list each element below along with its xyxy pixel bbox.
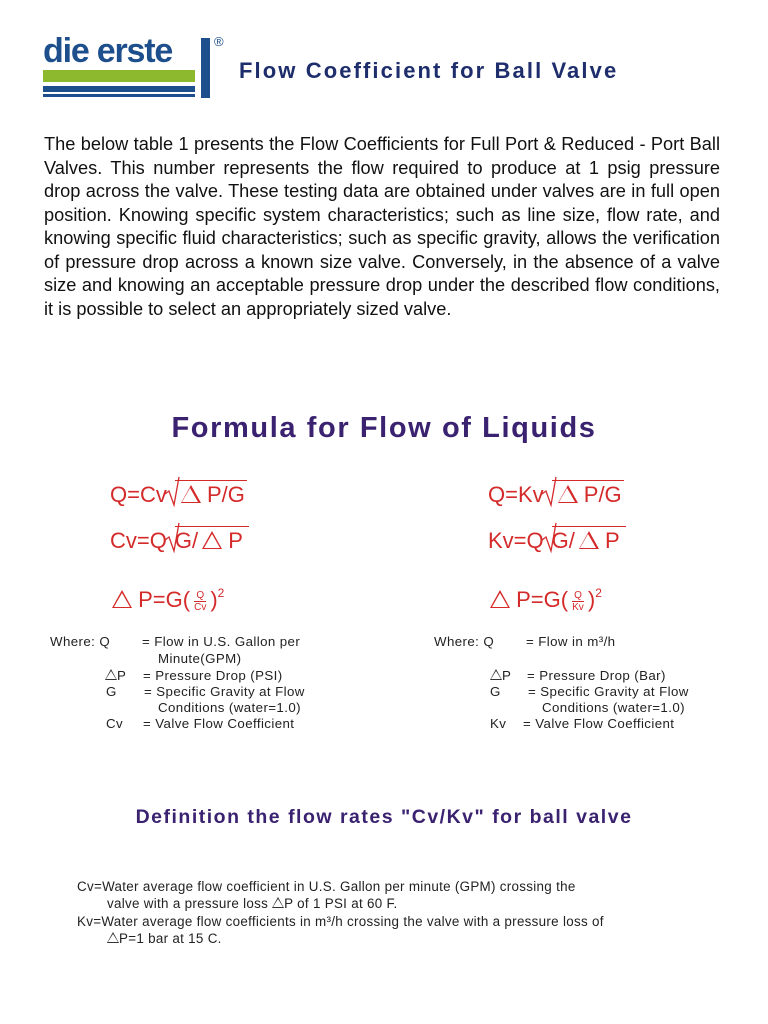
- kv-definition-line1: Kv=Water average flow coefficients in m³/h crossing the valve with a pressure loss of: [77, 913, 604, 929]
- delta-icon: [202, 531, 222, 549]
- formula-dp-cv: [112, 580, 224, 613]
- delta-icon: [490, 590, 510, 608]
- delta-icon: [112, 590, 132, 608]
- formula-dp-kv: [490, 580, 602, 613]
- delta-icon: [558, 485, 578, 503]
- delta-icon: [272, 897, 284, 908]
- formula-radicand: G/: [174, 528, 199, 553]
- formula-cv: [110, 528, 249, 554]
- logo-wordmark: die erste: [43, 32, 173, 70]
- formula-exponent: 2: [595, 586, 602, 600]
- formula-lhs: Q=Cv: [110, 482, 167, 507]
- legend-c-symbol: Kv: [490, 716, 507, 731]
- kv-definition-text: P=1 bar at 15 C.: [119, 931, 222, 947]
- formula-kv: [488, 528, 626, 554]
- fraction: [572, 590, 584, 613]
- logo-green-stripe: [43, 70, 195, 82]
- page-title: Flow Coefficient for Ball Valve: [239, 58, 619, 83]
- formula-radicand-tail: P: [228, 528, 243, 553]
- where-legend-left: [50, 634, 380, 744]
- legend-intro: Where: Q: [434, 634, 495, 649]
- logo-blue-stripe: [43, 86, 195, 92]
- delta-icon: [579, 531, 599, 549]
- kv-definition-line2: [77, 930, 604, 947]
- radical: [552, 482, 624, 508]
- logo-vertical-bar: [201, 38, 210, 98]
- legend-g-def: = Specific Gravity at Flow: [144, 684, 305, 699]
- fraction-denominator: Kv: [572, 601, 584, 613]
- formula-close: ): [587, 587, 596, 612]
- formula-lhs: P=G(: [516, 587, 569, 612]
- legend-dp-def: = Pressure Drop (PSI): [143, 668, 283, 683]
- intro-paragraph: The below table 1 presents the Flow Coefficients for Full Port & Reduced - Port Ball Valves. This number represents the flow required to produce at 1 psig pressure drop across the valve. These testing data are obtained under valves are in full open position. Knowing specific system characteristics; such as line size, flow rate, and knowing specific fluid characteristics; such as specific gravity, allows the verification of pressure drop across a known size valve. Conversely, in the absence of a valve size and knowing an acceptable pressure drop under the described flow conditions, it is possible to select an appropriately sized valve.: [44, 134, 720, 319]
- cv-definition-line2: [77, 895, 604, 912]
- formula-close: ): [210, 587, 218, 612]
- legend-g-def-cont: Conditions (water=1.0): [158, 700, 301, 715]
- definition-title: Definition the flow rates "Cv/Kv" for ball valve: [135, 806, 633, 828]
- fraction-numerator: Q: [574, 589, 582, 601]
- legend-g-def: = Specific Gravity at Flow: [528, 684, 689, 699]
- legend-q-def-cont: Minute(GPM): [158, 651, 242, 666]
- formula-section-title: Formula for Flow of Liquids: [171, 412, 597, 444]
- legend-dp-symbol: P: [502, 668, 512, 683]
- fraction-denominator: Cv: [194, 601, 207, 613]
- formula-radicand: P/G: [583, 482, 622, 507]
- legend-dp-def: = Pressure Drop (Bar): [527, 668, 666, 683]
- definition-block: [77, 878, 604, 948]
- where-legend-right: [434, 634, 754, 744]
- fraction-numerator: Q: [194, 590, 206, 602]
- legend-g-def-cont: Conditions (water=1.0): [542, 700, 685, 715]
- legend-c-symbol: Cv: [106, 716, 124, 731]
- legend-q-def: = Flow in U.S. Gallon per: [142, 634, 301, 649]
- delta-icon: [105, 669, 117, 680]
- legend-c-def: = Valve Flow Coefficient: [523, 716, 675, 731]
- formula-radicand: G/: [551, 528, 575, 553]
- fraction: [194, 590, 206, 613]
- legend-g-symbol: G: [490, 684, 501, 699]
- cv-definition-line1: Cv=Water average flow coefficient in U.S. Gallon per minute (GPM) crossing the: [77, 879, 576, 894]
- legend-intro: Where: Q: [50, 634, 111, 649]
- formula-radicand: P/G: [206, 482, 245, 507]
- delta-icon: [490, 669, 502, 680]
- logo-blue-stripe-thin: [43, 94, 195, 97]
- formula-lhs: P=G(: [138, 587, 191, 612]
- radical: [552, 528, 626, 554]
- formula-lhs: Cv=Q: [110, 528, 167, 553]
- legend-c-def: = Valve Flow Coefficient: [143, 716, 295, 731]
- delta-icon: [107, 932, 119, 943]
- legend-g-symbol: G: [106, 684, 117, 699]
- formula-lhs: Kv=Q: [488, 528, 544, 553]
- formula-radicand-tail: P: [605, 528, 620, 553]
- radical: [175, 528, 249, 554]
- brand-logo: [43, 34, 228, 98]
- formula-exponent: 2: [217, 586, 225, 600]
- cv-definition-text: valve with a pressure loss: [107, 896, 269, 912]
- legend-dp-symbol: P: [117, 668, 127, 683]
- legend-q-def: = Flow in m³/h: [526, 634, 616, 649]
- registered-mark: ®: [214, 34, 224, 49]
- formula-q-kv: [488, 482, 624, 508]
- radical: [175, 482, 247, 508]
- cv-definition-text-tail: P of 1 PSI at 60 F.: [284, 896, 398, 912]
- delta-icon: [181, 485, 201, 503]
- formula-q-cv: [110, 482, 247, 508]
- formula-lhs: Q=Kv: [488, 482, 544, 507]
